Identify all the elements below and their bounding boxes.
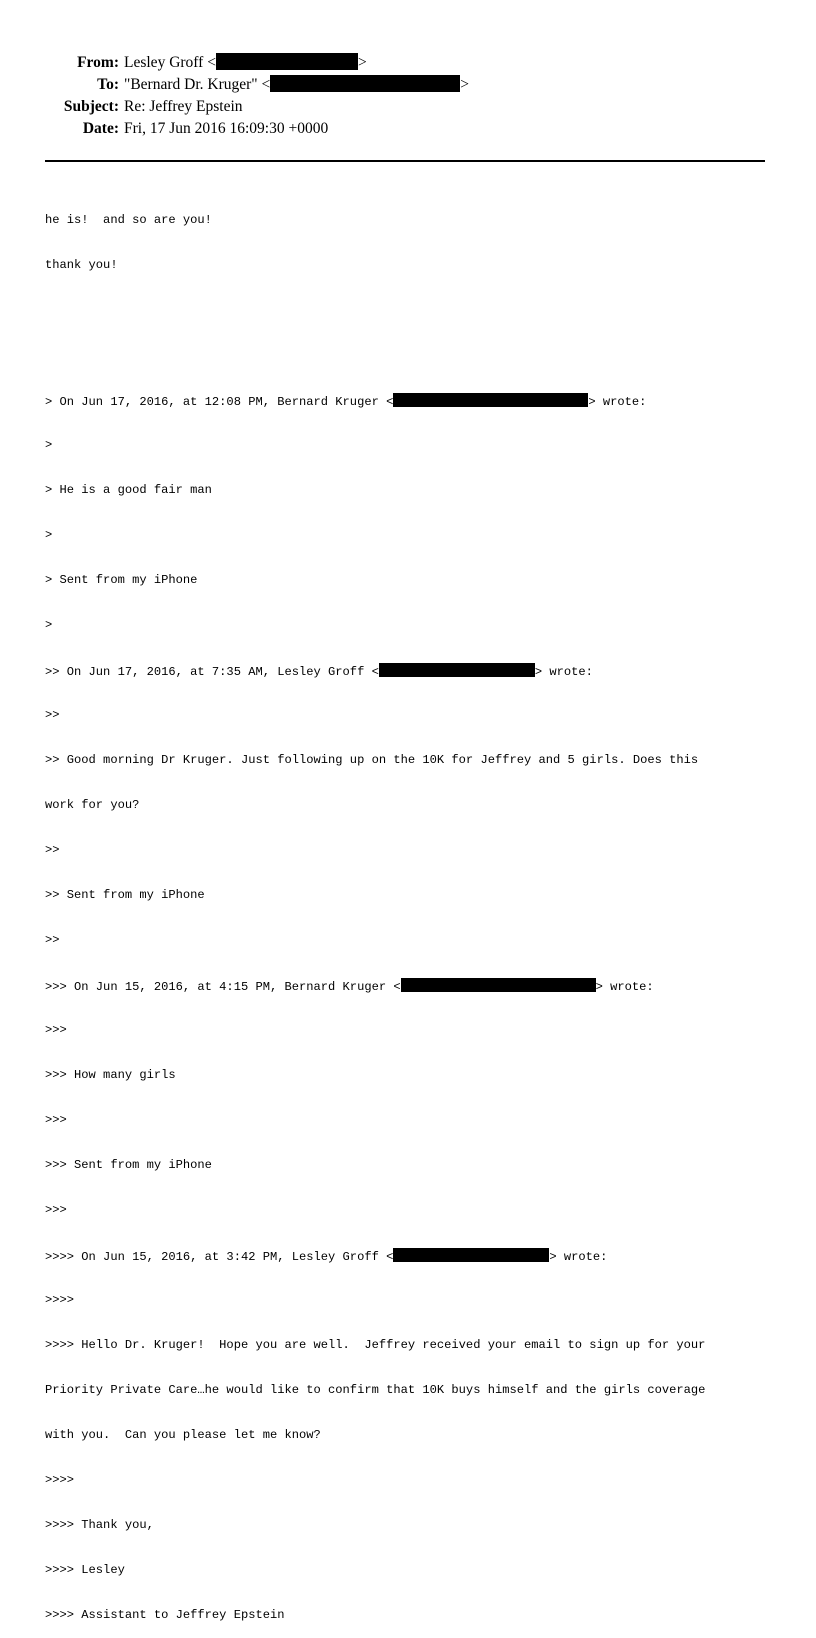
to-close: > [460,76,469,93]
body-line: >>>> [45,1473,75,1487]
quote-header-text: >>> On Jun 15, 2016, at 4:15 PM, Bernard Kruger < [45,980,401,994]
email-header [0,52,816,140]
quote-header-line [45,663,773,678]
redaction-box [216,53,358,70]
header-divider [45,160,765,162]
from-row [0,52,816,74]
body-line: work for you? [45,798,140,812]
subject-value: Re: Jeffrey Epstein [124,98,243,115]
date-value: Fri, 17 Jun 2016 16:09:30 +0000 [124,120,329,137]
body-line [45,348,773,363]
body-line: >> [45,843,60,857]
body-line [45,303,773,318]
body-line: >>>> Hello Dr. Kruger! Hope you are well. Jeffrey received your email to sign up for your [45,1338,706,1352]
subject-label: Subject: [63,98,119,115]
quote-header-tail: > wrote: [534,665,593,679]
body-line: >> [45,708,60,722]
body-line: >> Good morning Dr Kruger. Just following up on the 10K for Jeffrey and 5 girls. Does this [45,753,699,767]
redaction-box [401,978,596,992]
body-line: with you. Can you please let me know? [45,1428,321,1442]
body-line: >>>> Lesley [45,1563,125,1577]
body-line: > [45,618,53,632]
to-name: "Bernard Dr. Kruger" < [124,76,271,93]
quote-header-line [45,978,773,993]
quote-header-tail: > wrote: [595,980,654,994]
body-line: thank you! [45,258,118,272]
subject-row [0,96,816,118]
body-line: > [45,438,53,452]
date-label: Date: [82,120,119,137]
to-label: To: [97,76,119,93]
redaction-box [379,663,535,677]
quote-header-line [45,1248,773,1263]
quote-header-line [45,393,773,408]
redaction-box [393,393,588,407]
body-line: >>> [45,1203,67,1217]
quote-header-text: > On Jun 17, 2016, at 12:08 PM, Bernard Kruger < [45,395,394,409]
quote-header-text: >>>> On Jun 15, 2016, at 3:42 PM, Lesley Groff < [45,1250,394,1264]
body-line: >> Sent from my iPhone [45,888,205,902]
from-label: From: [77,54,119,71]
body-line: >>>> Assistant to Jeffrey Epstein [45,1608,285,1622]
quote-header-text: >> On Jun 17, 2016, at 7:35 AM, Lesley Groff < [45,665,379,679]
to-row [0,74,816,96]
body-line: >>>> [45,1293,75,1307]
quote-header-tail: > wrote: [588,395,647,409]
date-row [0,118,816,140]
from-close: > [357,54,367,71]
redaction-box [270,75,460,92]
body-line: >>> [45,1113,67,1127]
redaction-box [393,1248,549,1262]
body-line: >> [45,933,60,947]
from-value [124,52,367,74]
body-line: Priority Private Care…he would like to confirm that 10K buys himself and the girls coverage [45,1383,706,1397]
from-name: Lesley Groff < [124,54,216,71]
to-value [124,74,469,96]
quote-header-tail: > wrote: [549,1250,608,1264]
body-line: >>> How many girls [45,1068,176,1082]
body-line: >>>> Thank you, [45,1518,154,1532]
email-body [45,183,773,1638]
body-line: >>> [45,1023,67,1037]
body-line: >>> Sent from my iPhone [45,1158,212,1172]
body-line: > He is a good fair man [45,483,212,497]
body-line: > Sent from my iPhone [45,573,198,587]
body-line: he is! and so are you! [45,213,212,227]
body-line: > [45,528,53,542]
